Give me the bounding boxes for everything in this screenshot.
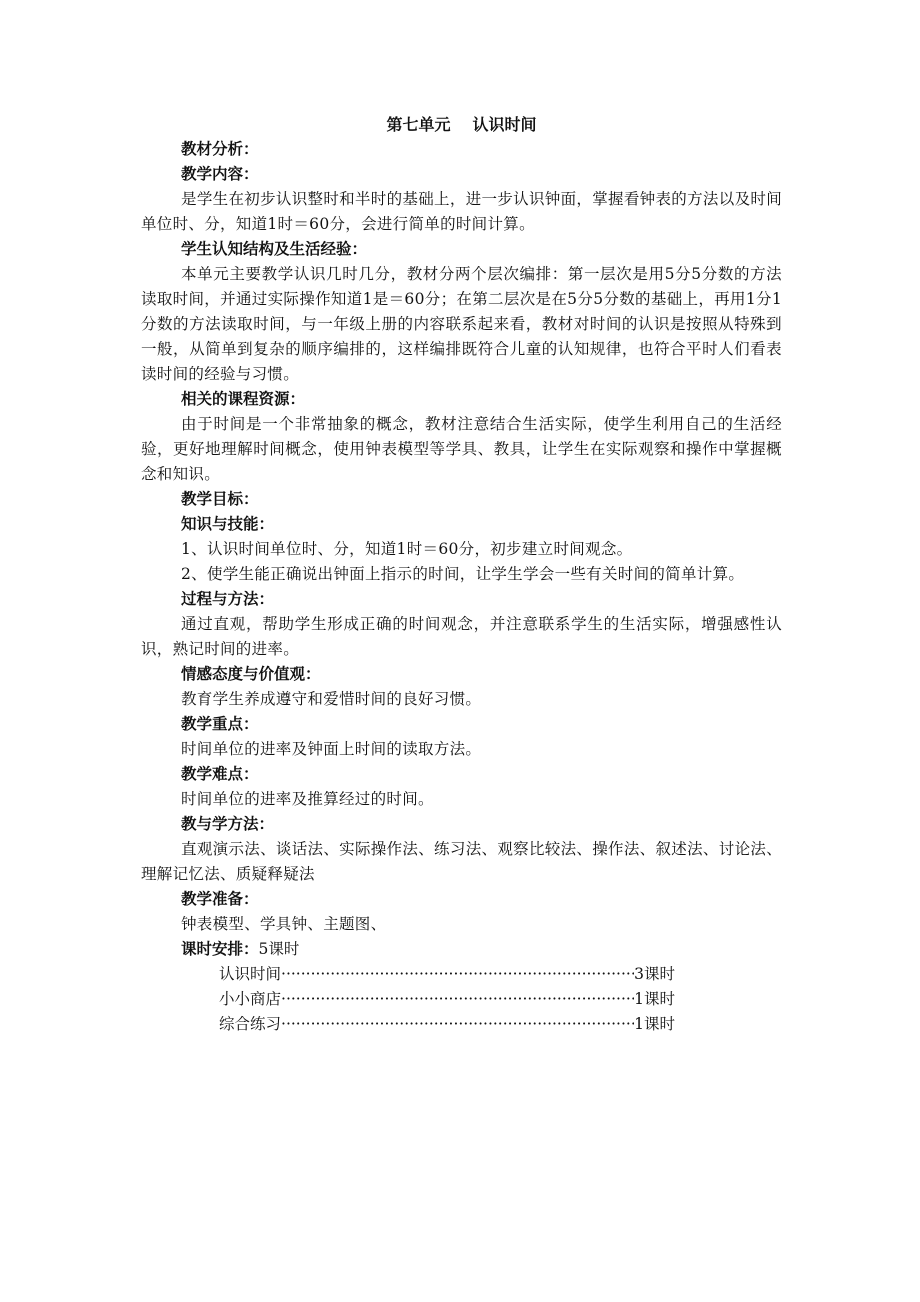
schedule-row bbox=[219, 962, 675, 987]
leader-dots bbox=[281, 1012, 634, 1037]
key-points-paragraph: 时间单位的进率及钟面上时间的读取方法。 bbox=[181, 740, 482, 758]
heading-difficulties: 教学难点： bbox=[181, 765, 259, 783]
title-unit: 第七单元 bbox=[386, 115, 451, 134]
schedule-row-name: 小小商店 bbox=[219, 990, 282, 1008]
skills-item-2: 2、使学生能正确说出钟面上指示的时间，让学生学会一些有关时间的简单计算。 bbox=[181, 565, 745, 583]
emotion-paragraph: 教育学生养成遵守和爱惜时间的良好习惯。 bbox=[181, 690, 482, 708]
heading-schedule bbox=[141, 937, 782, 962]
document-page bbox=[141, 112, 782, 1037]
structure-paragraph: 本单元主要教学认识几时几分，教材分两个层次编排：第一层次是用5分5分数的方法读取时间，并通过实际操作知道1是＝60分；在第二层次是在5分5分数的基础上，再用1分1分数的方法读取时间，与一年级上册的内容联系起来看，教材对时间的认识是按照从特殊到一般，从简单到复杂的顺序编排的，这样编排既符合儿童的认知规律，也符合平时人们看表读时间的经验与习惯。 bbox=[141, 265, 782, 383]
resources-paragraph: 由于时间是一个非常抽象的概念，教材注意结合生活实际，使学生利用自己的生活经验，更好地理解时间概念，使用钟表模型等学具、教具，让学生在实际观察和操作中掌握概念和知识。 bbox=[141, 415, 782, 483]
leader-dots bbox=[281, 987, 634, 1012]
heading-methods: 教与学方法： bbox=[181, 815, 275, 833]
schedule-total: 5课时 bbox=[258, 940, 300, 958]
process-paragraph: 通过直观，帮助学生形成正确的时间观念，并注意联系学生的生活实际，增强感性认识，熟记时间的进率。 bbox=[141, 615, 782, 658]
schedule-row-hours: 3课时 bbox=[634, 965, 675, 983]
schedule-row-hours: 1课时 bbox=[634, 1015, 675, 1033]
title-topic: 认识时间 bbox=[472, 115, 537, 134]
heading-emotion: 情感态度与价值观： bbox=[181, 665, 321, 683]
page-title bbox=[141, 112, 782, 137]
schedule-list bbox=[219, 962, 675, 1037]
heading-key-points: 教学重点： bbox=[181, 715, 259, 733]
content-paragraph: 是学生在初步认识整时和半时的基础上，进一步认识钟面，掌握看钟表的方法以及时间单位时、分，知道1时＝60分，会进行简单的时间计算。 bbox=[141, 190, 782, 233]
heading-goals: 教学目标： bbox=[181, 490, 259, 508]
heading-content: 教学内容： bbox=[181, 165, 259, 183]
preparation-paragraph: 钟表模型、学具钟、主题图、 bbox=[181, 915, 387, 933]
difficulties-paragraph: 时间单位的进率及推算经过的时间。 bbox=[181, 790, 434, 808]
heading-analysis: 教材分析： bbox=[181, 140, 259, 158]
heading-resources: 相关的课程资源： bbox=[181, 390, 306, 408]
heading-process: 过程与方法： bbox=[181, 590, 275, 608]
schedule-row-name: 认识时间 bbox=[219, 965, 282, 983]
leader-dots bbox=[281, 962, 634, 987]
methods-paragraph: 直观演示法、谈话法、实际操作法、练习法、观察比较法、操作法、叙述法、讨论法、理解记忆法、质疑释疑法 bbox=[141, 840, 782, 883]
heading-structure: 学生认知结构及生活经验： bbox=[181, 240, 368, 258]
schedule-row-hours: 1课时 bbox=[634, 990, 675, 1008]
skills-item-1: 1、认识时间单位时、分，知道1时＝60分，初步建立时间观念。 bbox=[181, 540, 633, 558]
heading-skills: 知识与技能： bbox=[181, 515, 275, 533]
schedule-row-name: 综合练习 bbox=[219, 1015, 282, 1033]
schedule-label: 课时安排： bbox=[181, 940, 259, 958]
schedule-row bbox=[219, 987, 675, 1012]
heading-preparation: 教学准备： bbox=[181, 890, 259, 908]
schedule-row bbox=[219, 1012, 675, 1037]
